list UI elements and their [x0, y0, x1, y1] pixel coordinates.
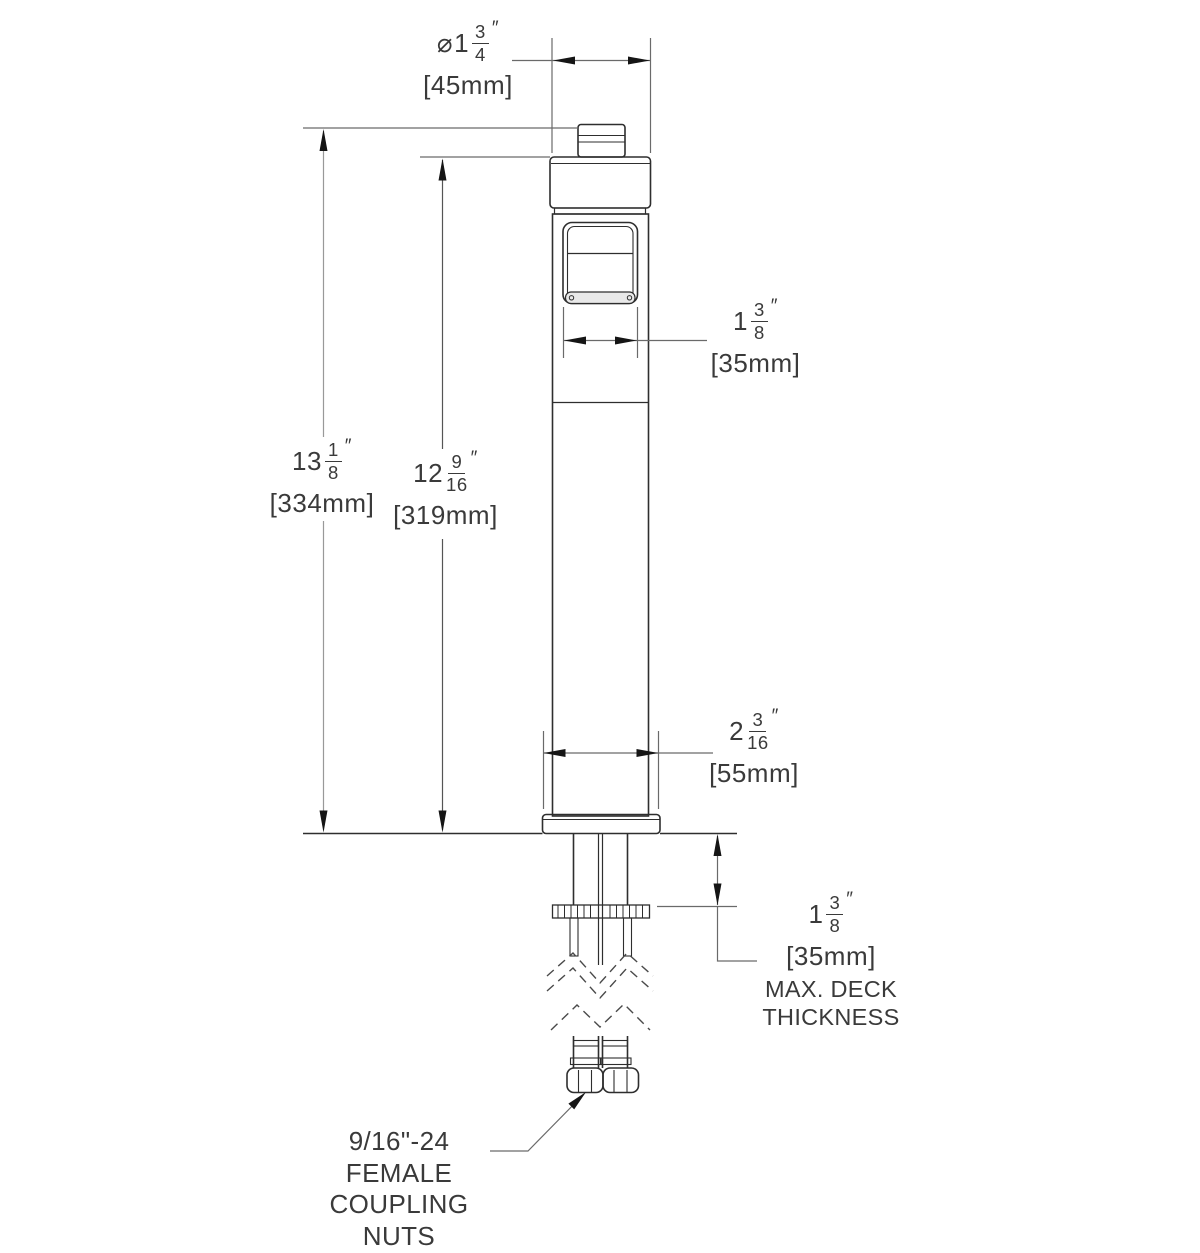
dim-metric: [55mm] [709, 757, 799, 788]
dim-text-deck-thickness [757, 889, 905, 1031]
dim-fraction: $\frac{1}{8}$ [325, 440, 342, 483]
dim-metric: [35mm] [786, 940, 876, 971]
dim-fraction: $\frac{3}{4}$ [472, 22, 489, 65]
diameter-symbol: ⌀ [436, 27, 454, 58]
dim-metric: [334mm] [269, 487, 375, 518]
handle-window [563, 223, 638, 304]
faucet-drawing [303, 125, 737, 1093]
inch-mark: ″ [846, 889, 854, 910]
dim-metric: [35mm] [710, 347, 801, 378]
faucet-head [550, 157, 651, 214]
dim-text-handle-width [703, 296, 808, 379]
dim-ext-base-width [544, 731, 659, 809]
dimension-lines [303, 38, 757, 1151]
mounting-nut [553, 905, 650, 918]
coupling-nuts-note [305, 1126, 493, 1253]
inch-mark: ″ [344, 436, 352, 457]
mounting-shank [553, 834, 650, 966]
dim-fraction: $\frac{3}{16}$ [747, 709, 769, 753]
dim-whole: 1 [454, 27, 470, 58]
leader-deck-thickness [718, 907, 758, 962]
dim-whole: 1 [808, 898, 824, 929]
dim-fraction: $\frac{3}{8}$ [826, 893, 843, 936]
coupling-nuts-drawing [567, 1068, 639, 1093]
deck-caption-line2: THICKNESS [762, 1003, 900, 1030]
coupling-note-line1: 9/16"-24 FEMALE [345, 1126, 453, 1188]
dim-whole: 1 [733, 305, 748, 336]
dim-text-spout-height [388, 448, 503, 531]
base-flange [543, 815, 661, 834]
dim-fraction: $\frac{9}{16}$ [446, 451, 468, 495]
inch-mark: ″ [771, 706, 779, 727]
dim-whole: 13 [292, 445, 322, 476]
break-symbol [547, 953, 653, 1030]
dimension-arrowheads [320, 57, 722, 1110]
dim-text-spout-diameter [398, 18, 538, 101]
inch-mark: ″ [491, 18, 500, 39]
dim-metric: [319mm] [393, 499, 498, 530]
handle-slot [566, 292, 636, 304]
dim-whole: 2 [729, 715, 745, 746]
dim-metric: [45mm] [423, 69, 513, 100]
coupling-note-line2: COUPLING NUTS [329, 1189, 469, 1252]
inch-mark: ″ [470, 448, 478, 469]
dim-text-base-width [698, 706, 810, 789]
dim-whole: 12 [413, 457, 444, 488]
supply-tubes [571, 1036, 632, 1068]
faucet-top-cap [578, 125, 625, 158]
dim-text-overall-height [262, 436, 382, 519]
dim-ext-handle-width [564, 307, 638, 358]
inch-mark: ″ [770, 296, 778, 317]
dim-fraction: $\frac{3}{8}$ [751, 300, 768, 343]
deck-caption-line1: MAX. DECK [765, 975, 897, 1002]
